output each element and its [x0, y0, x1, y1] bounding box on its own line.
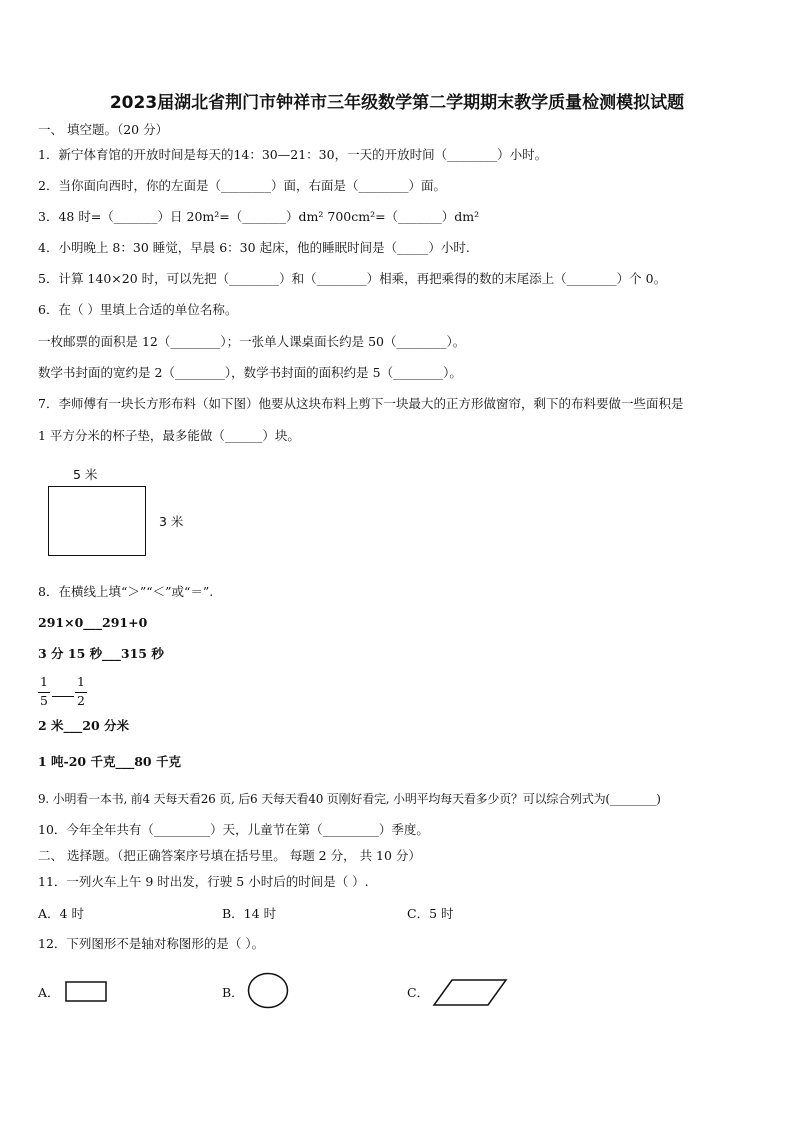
- rectangle-width-label: 3 米: [159, 514, 184, 529]
- question-8-item-1: 291×0___291+0: [38, 615, 148, 630]
- question-11-option-a: A．4 时: [38, 906, 84, 921]
- question-3: 3．48 时=（_______）日 20m²=（_______）dm² 700cm²=（_______）dm²: [38, 209, 480, 224]
- question-6-part-b: 数学书封面的宽约是 2（________），数学书封面的面积约是 5（________）。: [38, 365, 462, 380]
- question-12-option-c-label: C．: [407, 985, 430, 1000]
- question-8-fraction-compare: [38, 674, 98, 710]
- question-11-option-b: B．14 时: [222, 906, 277, 921]
- fraction-1-numerator: 1: [40, 674, 48, 689]
- question-12-option-a-label: A．: [38, 985, 60, 1000]
- question-6-part-a: 一枚邮票的面积是 12（________）；一张单人课桌面长约是 50（________）。: [38, 334, 466, 349]
- question-8: 8．在横线上填“＞”“＜”或“＝”.: [38, 584, 214, 599]
- fraction-1-denominator: 5: [40, 693, 48, 708]
- question-6: 6．在（ ）里填上合适的单位名称。: [38, 302, 238, 317]
- section-heading-multiple-choice: 二、 选择题。（把正确答案序号填在括号里。 每题 2 分， 共 10 分）: [38, 848, 421, 863]
- question-7-line-1: 7．李师傅有一块长方形布料（如下图）他要从这块布料上剪下一块最大的正方形做窗帘，剩下的布料要做一些面积是: [38, 396, 684, 411]
- question-8-item-4: 2 米___20 分米: [38, 718, 130, 733]
- rectangle-shape-icon: [64, 980, 110, 1004]
- page-title: 2023届湖北省荆门市钟祥市三年级数学第二学期期末教学质量检测模拟试题: [109, 93, 685, 113]
- question-8-item-2: 3 分 15 秒___315 秒: [38, 646, 164, 661]
- question-12-option-b-label: B．: [222, 985, 244, 1000]
- fabric-rectangle-figure: [48, 486, 146, 556]
- parallelogram-shape-icon: [432, 978, 510, 1008]
- question-12: 12．下列图形不是轴对称图形的是（ ）。: [38, 936, 265, 951]
- question-2: 2．当你面向西时，你的左面是（________）面，右面是（________）面。: [38, 178, 446, 193]
- answer-blank: [52, 696, 74, 697]
- question-1: 1．新宁体育馆的开放时间是每天的14：30—21：30，一天的开放时间（________）小时。: [38, 147, 548, 162]
- section-heading-fill-blank: 一、 填空题。（20 分）: [38, 122, 169, 137]
- question-4: 4．小明晚上 8：30 睡觉，早晨 6：30 起床，他的睡眠时间是（_____）小时.: [38, 240, 470, 255]
- circle-shape-icon: [246, 972, 292, 1010]
- fraction-2-numerator: 1: [77, 674, 85, 689]
- rectangle-length-label: 5 米: [73, 467, 98, 482]
- question-7-line-2: 1 平方分米的杯子垫，最多能做（______）块。: [38, 428, 300, 443]
- question-5: 5．计算 140×20 时，可以先把（________）和（________）相乘，再把乘得的数的末尾添上（________）个 0。: [38, 271, 667, 286]
- fraction-2-denominator: 2: [77, 693, 85, 708]
- question-11: 11．一列火车上午 9 时出发，行驶 5 小时后的时间是（ ）.: [38, 874, 369, 889]
- question-10: 10．今年全年共有（_________）天，儿童节在第（_________）季度。: [38, 822, 429, 837]
- question-8-item-5: 1 吨-20 千克___80 千克: [38, 754, 181, 769]
- question-11-option-c: C．5 时: [407, 906, 454, 921]
- question-9: 9. 小明看一本书, 前4 天每天看26 页, 后6 天每天看40 页刚好看完, 小明平均每天看多少页？可以综合列式为(________): [38, 792, 661, 806]
